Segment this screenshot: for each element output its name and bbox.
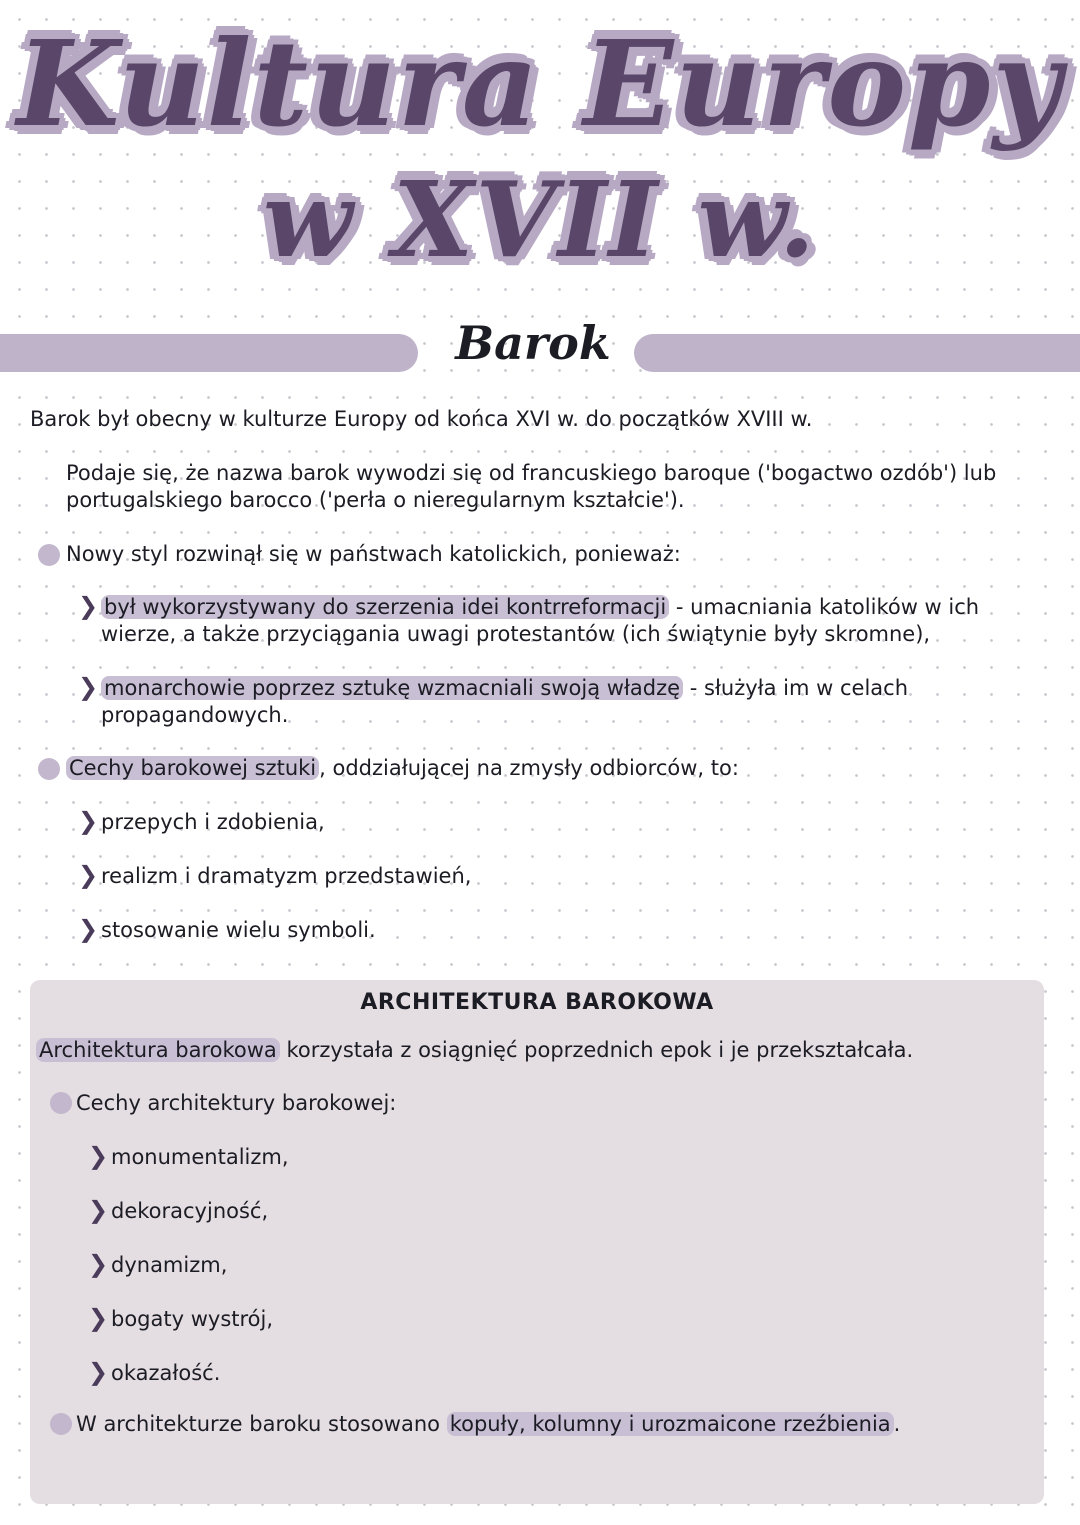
features-highlight: Cechy barokowej sztuki [66, 756, 319, 780]
page-title-line-2: w XVII w. [263, 158, 817, 281]
architecture-item: monumentalizm, [111, 1145, 289, 1169]
reason-2-line-1 [101, 675, 908, 702]
section-divider-left [0, 334, 418, 372]
architecture-closing-post: . [893, 1412, 901, 1436]
architecture-features-lead: Cechy architektury barokowej: [76, 1091, 397, 1115]
chevron-right-icon: ❯ [78, 673, 99, 701]
page-title-line-1: Kultura Europy [16, 14, 1064, 153]
chevron-right-icon: ❯ [88, 1358, 109, 1386]
architecture-closing-pre: W architekturze baroku stosowano [76, 1412, 447, 1436]
chevron-right-icon: ❯ [78, 592, 99, 620]
architecture-item: okazałość. [111, 1361, 221, 1385]
reason-1-line-1 [101, 594, 979, 621]
reason-1-line-2: wierze, a także przyciągania uwagi protestantów (ich świątynie były skromne), [101, 622, 931, 646]
chevron-right-icon: ❯ [88, 1304, 109, 1332]
feature-item: realizm i dramatyzm przedstawień, [101, 864, 472, 888]
chevron-right-icon: ❯ [88, 1250, 109, 1278]
bullet-dot-icon [50, 1092, 72, 1114]
architecture-item: bogaty wystrój, [111, 1307, 274, 1331]
chevron-right-icon: ❯ [88, 1142, 109, 1170]
reason-2-line-2: propagandowych. [101, 703, 289, 727]
etymology-line-2: portugalskiego barocco ('perła o nieregularnym kształcie'). [66, 488, 685, 512]
architecture-closing-highlight: kopuły, kolumny i urozmaicone rzeźbienia [447, 1412, 894, 1436]
reason-1-highlight: był wykorzystywany do szerzenia idei kontrreformacji [101, 595, 669, 619]
etymology-line-1: Podaje się, że nazwa barok wywodzi się od francuskiego baroque ('bogactwo ozdób') lub [66, 461, 997, 485]
chevron-right-icon: ❯ [78, 807, 99, 835]
architecture-intro-rest: korzystała z osiągnięć poprzednich epok i je przekształcała. [279, 1038, 914, 1062]
features-lead [66, 755, 739, 782]
catholic-lead: Nowy styl rozwinął się w państwach katolickich, ponieważ: [66, 542, 681, 566]
chevron-right-icon: ❯ [78, 915, 99, 943]
architecture-intro-highlight: Architektura barokowa [36, 1038, 280, 1062]
reason-2-highlight: monarchowie poprzez sztukę wzmacniali swoją władzę [101, 676, 683, 700]
chevron-right-icon: ❯ [88, 1196, 109, 1224]
architecture-title: ARCHITEKTURA BAROKOWA [360, 990, 714, 1015]
bullet-dot-icon [50, 1413, 72, 1435]
intro-text: Barok był obecny w kulturze Europy od końca XVI w. do początków XVIII w. [30, 407, 813, 431]
feature-item: stosowanie wielu symboli. [101, 918, 376, 942]
reason-1-rest: - umacniania katolików w ich [669, 595, 980, 619]
architecture-item: dynamizm, [111, 1253, 228, 1277]
architecture-intro [36, 1037, 913, 1064]
features-rest: , oddziałującej na zmysły odbiorców, to: [319, 756, 739, 780]
feature-item: przepych i zdobienia, [101, 810, 325, 834]
section-divider-right [634, 334, 1080, 372]
architecture-closing [76, 1411, 900, 1438]
architecture-item: dekoracyjność, [111, 1199, 269, 1223]
bullet-dot-icon [38, 544, 60, 566]
bullet-dot-icon [38, 758, 60, 780]
section-title: Barok [455, 316, 611, 370]
chevron-right-icon: ❯ [78, 861, 99, 889]
reason-2-rest: - służyła im w celach [683, 676, 909, 700]
